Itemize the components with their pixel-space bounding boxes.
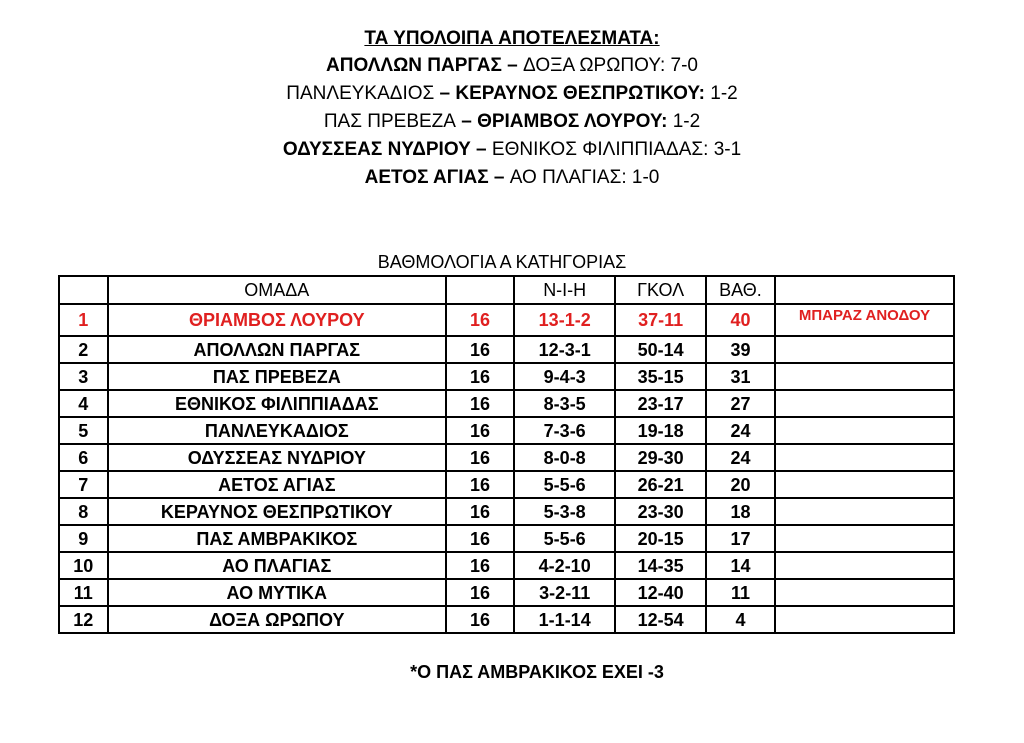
header-points: ΒΑΘ. xyxy=(706,276,775,304)
team-cell: ΔΟΞΑ ΩΡΩΠΟΥ xyxy=(108,606,447,633)
position-cell: 1 xyxy=(59,304,108,336)
games-cell: 16 xyxy=(446,390,514,417)
games-cell: 16 xyxy=(446,444,514,471)
points-cell: 24 xyxy=(706,417,775,444)
games-cell: 16 xyxy=(446,471,514,498)
match-score: 3-1 xyxy=(713,139,742,160)
table-header-row xyxy=(59,276,954,304)
results-section xyxy=(0,26,1024,192)
footnote: *Ο ΠΑΣ ΑΜΒΡΑΚΙΚΟΣ ΕΧΕΙ -3 xyxy=(410,662,664,682)
games-cell: 16 xyxy=(446,525,514,552)
home-team: ΑΕΤΟΣ ΑΓΙΑΣ xyxy=(364,167,489,188)
match-separator: – xyxy=(470,139,492,160)
points-cell: 40 xyxy=(706,304,775,336)
table-row xyxy=(59,390,954,417)
points-cell: 11 xyxy=(706,579,775,606)
home-team: ΠΑΣ ΠΡΕΒΕΖΑ xyxy=(323,111,456,132)
result-line xyxy=(0,80,1024,108)
header-position xyxy=(59,276,108,304)
position-cell: 11 xyxy=(59,579,108,606)
goals-cell: 14-35 xyxy=(615,552,706,579)
wdl-cell: 5-5-6 xyxy=(514,471,615,498)
away-team: ΔΟΞΑ ΩΡΩΠΟΥ xyxy=(523,55,660,76)
wdl-cell: 13-1-2 xyxy=(514,304,615,336)
standings-table xyxy=(58,275,955,634)
wdl-cell: 9-4-3 xyxy=(514,363,615,390)
games-cell: 16 xyxy=(446,552,514,579)
goals-cell: 23-30 xyxy=(615,498,706,525)
note-cell xyxy=(775,444,954,471)
away-team: ΕΘΝΙΚΟΣ ΦΙΛΙΠΠΙΑΔΑΣ xyxy=(491,139,704,160)
header-goals: ΓΚΟΛ xyxy=(615,276,706,304)
position-cell: 6 xyxy=(59,444,108,471)
goals-cell: 12-40 xyxy=(615,579,706,606)
games-cell: 16 xyxy=(446,417,514,444)
team-cell: ΚΕΡΑΥΝΟΣ ΘΕΣΠΡΩΤΙΚΟΥ xyxy=(108,498,447,525)
home-team: ΑΠΟΛΛΩΝ ΠΑΡΓΑΣ xyxy=(326,55,502,76)
result-line xyxy=(0,136,1024,164)
note-cell xyxy=(775,525,954,552)
team-cell: ΠΑΣ ΠΡΕΒΕΖΑ xyxy=(108,363,447,390)
games-cell: 16 xyxy=(446,336,514,363)
note-cell xyxy=(775,336,954,363)
note-cell: ΜΠΑΡΑΖ ΑΝΟΔΟΥ xyxy=(775,304,954,336)
match-score: 7-0 xyxy=(670,55,698,76)
position-cell: 3 xyxy=(59,363,108,390)
table-row xyxy=(59,579,954,606)
match-separator: – xyxy=(501,55,524,76)
header-games xyxy=(446,276,514,304)
position-cell: 12 xyxy=(59,606,108,633)
wdl-cell: 12-3-1 xyxy=(514,336,615,363)
wdl-cell: 5-5-6 xyxy=(514,525,615,552)
wdl-cell: 5-3-8 xyxy=(514,498,615,525)
goals-cell: 19-18 xyxy=(615,417,706,444)
goals-cell: 50-14 xyxy=(615,336,706,363)
goals-cell: 37-11 xyxy=(615,304,706,336)
position-cell: 5 xyxy=(59,417,108,444)
points-cell: 18 xyxy=(706,498,775,525)
standings-title: ΒΑΘΜΟΛΟΓΙΑ Α ΚΑΤΗΓΟΡΙΑΣ xyxy=(377,252,627,272)
header-team: ΟΜΑΔΑ xyxy=(108,276,447,304)
note-cell xyxy=(775,606,954,633)
team-cell: ΘΡΙΑΜΒΟΣ ΛΟΥΡΟΥ xyxy=(108,304,447,336)
position-cell: 4 xyxy=(59,390,108,417)
table-row xyxy=(59,552,954,579)
header-wdl: Ν-Ι-Η xyxy=(514,276,615,304)
away-team: ΘΡΙΑΜΒΟΣ ΛΟΥΡΟΥ xyxy=(477,111,662,132)
match-separator: – xyxy=(488,167,510,188)
games-cell: 16 xyxy=(446,498,514,525)
games-cell: 16 xyxy=(446,579,514,606)
team-cell: ΕΘΝΙΚΟΣ ΦΙΛΙΠΠΙΑΔΑΣ xyxy=(108,390,447,417)
wdl-cell: 4-2-10 xyxy=(514,552,615,579)
table-row xyxy=(59,498,954,525)
note-cell xyxy=(775,579,954,606)
home-team: ΠΑΝΛΕΥΚΑΔΙΟΣ xyxy=(286,83,435,104)
score-colon: : xyxy=(703,139,714,160)
team-cell: ΠΑΣ ΑΜΒΡΑΚΙΚΟΣ xyxy=(108,525,447,552)
goals-cell: 35-15 xyxy=(615,363,706,390)
goals-cell: 26-21 xyxy=(615,471,706,498)
results-title: ΤΑ ΥΠΟΛΟΙΠΑ ΑΠΟΤΕΛΕΣΜΑΤΑ: xyxy=(364,28,660,49)
team-cell: ΑΟ ΜΥΤΙΚΑ xyxy=(108,579,447,606)
team-cell: ΠΑΝΛΕΥΚΑΔΙΟΣ xyxy=(108,417,447,444)
points-cell: 17 xyxy=(706,525,775,552)
points-cell: 31 xyxy=(706,363,775,390)
wdl-cell: 7-3-6 xyxy=(514,417,615,444)
goals-cell: 20-15 xyxy=(615,525,706,552)
table-row xyxy=(59,606,954,633)
score-colon: : xyxy=(659,55,671,76)
result-line xyxy=(0,164,1024,192)
note-cell xyxy=(775,363,954,390)
games-cell: 16 xyxy=(446,363,514,390)
position-cell: 10 xyxy=(59,552,108,579)
table-row xyxy=(59,336,954,363)
note-cell xyxy=(775,552,954,579)
header-note xyxy=(775,276,954,304)
points-cell: 14 xyxy=(706,552,775,579)
position-cell: 9 xyxy=(59,525,108,552)
games-cell: 16 xyxy=(446,304,514,336)
points-cell: 24 xyxy=(706,444,775,471)
team-cell: ΑΕΤΟΣ ΑΓΙΑΣ xyxy=(108,471,447,498)
goals-cell: 29-30 xyxy=(615,444,706,471)
team-cell: ΑΠΟΛΛΩΝ ΠΑΡΓΑΣ xyxy=(108,336,447,363)
note-cell xyxy=(775,390,954,417)
match-separator: – xyxy=(434,83,456,104)
home-team: ΟΔΥΣΣΕΑΣ ΝΥΔΡΙΟΥ xyxy=(282,139,471,160)
goals-cell: 12-54 xyxy=(615,606,706,633)
wdl-cell: 1-1-14 xyxy=(514,606,615,633)
score-colon: : xyxy=(661,111,673,132)
wdl-cell: 3-2-11 xyxy=(514,579,615,606)
score-colon: : xyxy=(698,83,711,104)
wdl-cell: 8-3-5 xyxy=(514,390,615,417)
team-cell: ΑΟ ΠΛΑΓΙΑΣ xyxy=(108,552,447,579)
score-colon: : xyxy=(621,167,632,188)
position-cell: 2 xyxy=(59,336,108,363)
table-row xyxy=(59,417,954,444)
match-score: 1-2 xyxy=(710,83,738,104)
table-row xyxy=(59,525,954,552)
result-line xyxy=(0,52,1024,80)
note-cell xyxy=(775,417,954,444)
table-row xyxy=(59,444,954,471)
points-cell: 27 xyxy=(706,390,775,417)
goals-cell: 23-17 xyxy=(615,390,706,417)
table-row xyxy=(59,471,954,498)
note-cell xyxy=(775,471,954,498)
games-cell: 16 xyxy=(446,606,514,633)
table-row xyxy=(59,363,954,390)
results-list xyxy=(0,52,1024,192)
position-cell: 7 xyxy=(59,471,108,498)
wdl-cell: 8-0-8 xyxy=(514,444,615,471)
away-team: ΑΟ ΠΛΑΓΙΑΣ xyxy=(509,167,622,188)
team-cell: ΟΔΥΣΣΕΑΣ ΝΥΔΡΙΟΥ xyxy=(108,444,447,471)
table-row xyxy=(59,304,954,336)
points-cell: 4 xyxy=(706,606,775,633)
result-line xyxy=(0,108,1024,136)
match-score: 1-2 xyxy=(672,111,701,132)
position-cell: 8 xyxy=(59,498,108,525)
away-team: ΚΕΡΑΥΝΟΣ ΘΕΣΠΡΩΤΙΚΟΥ xyxy=(455,83,699,104)
note-cell xyxy=(775,498,954,525)
points-cell: 20 xyxy=(706,471,775,498)
points-cell: 39 xyxy=(706,336,775,363)
match-separator: – xyxy=(455,111,478,132)
match-score: 1-0 xyxy=(631,167,660,188)
